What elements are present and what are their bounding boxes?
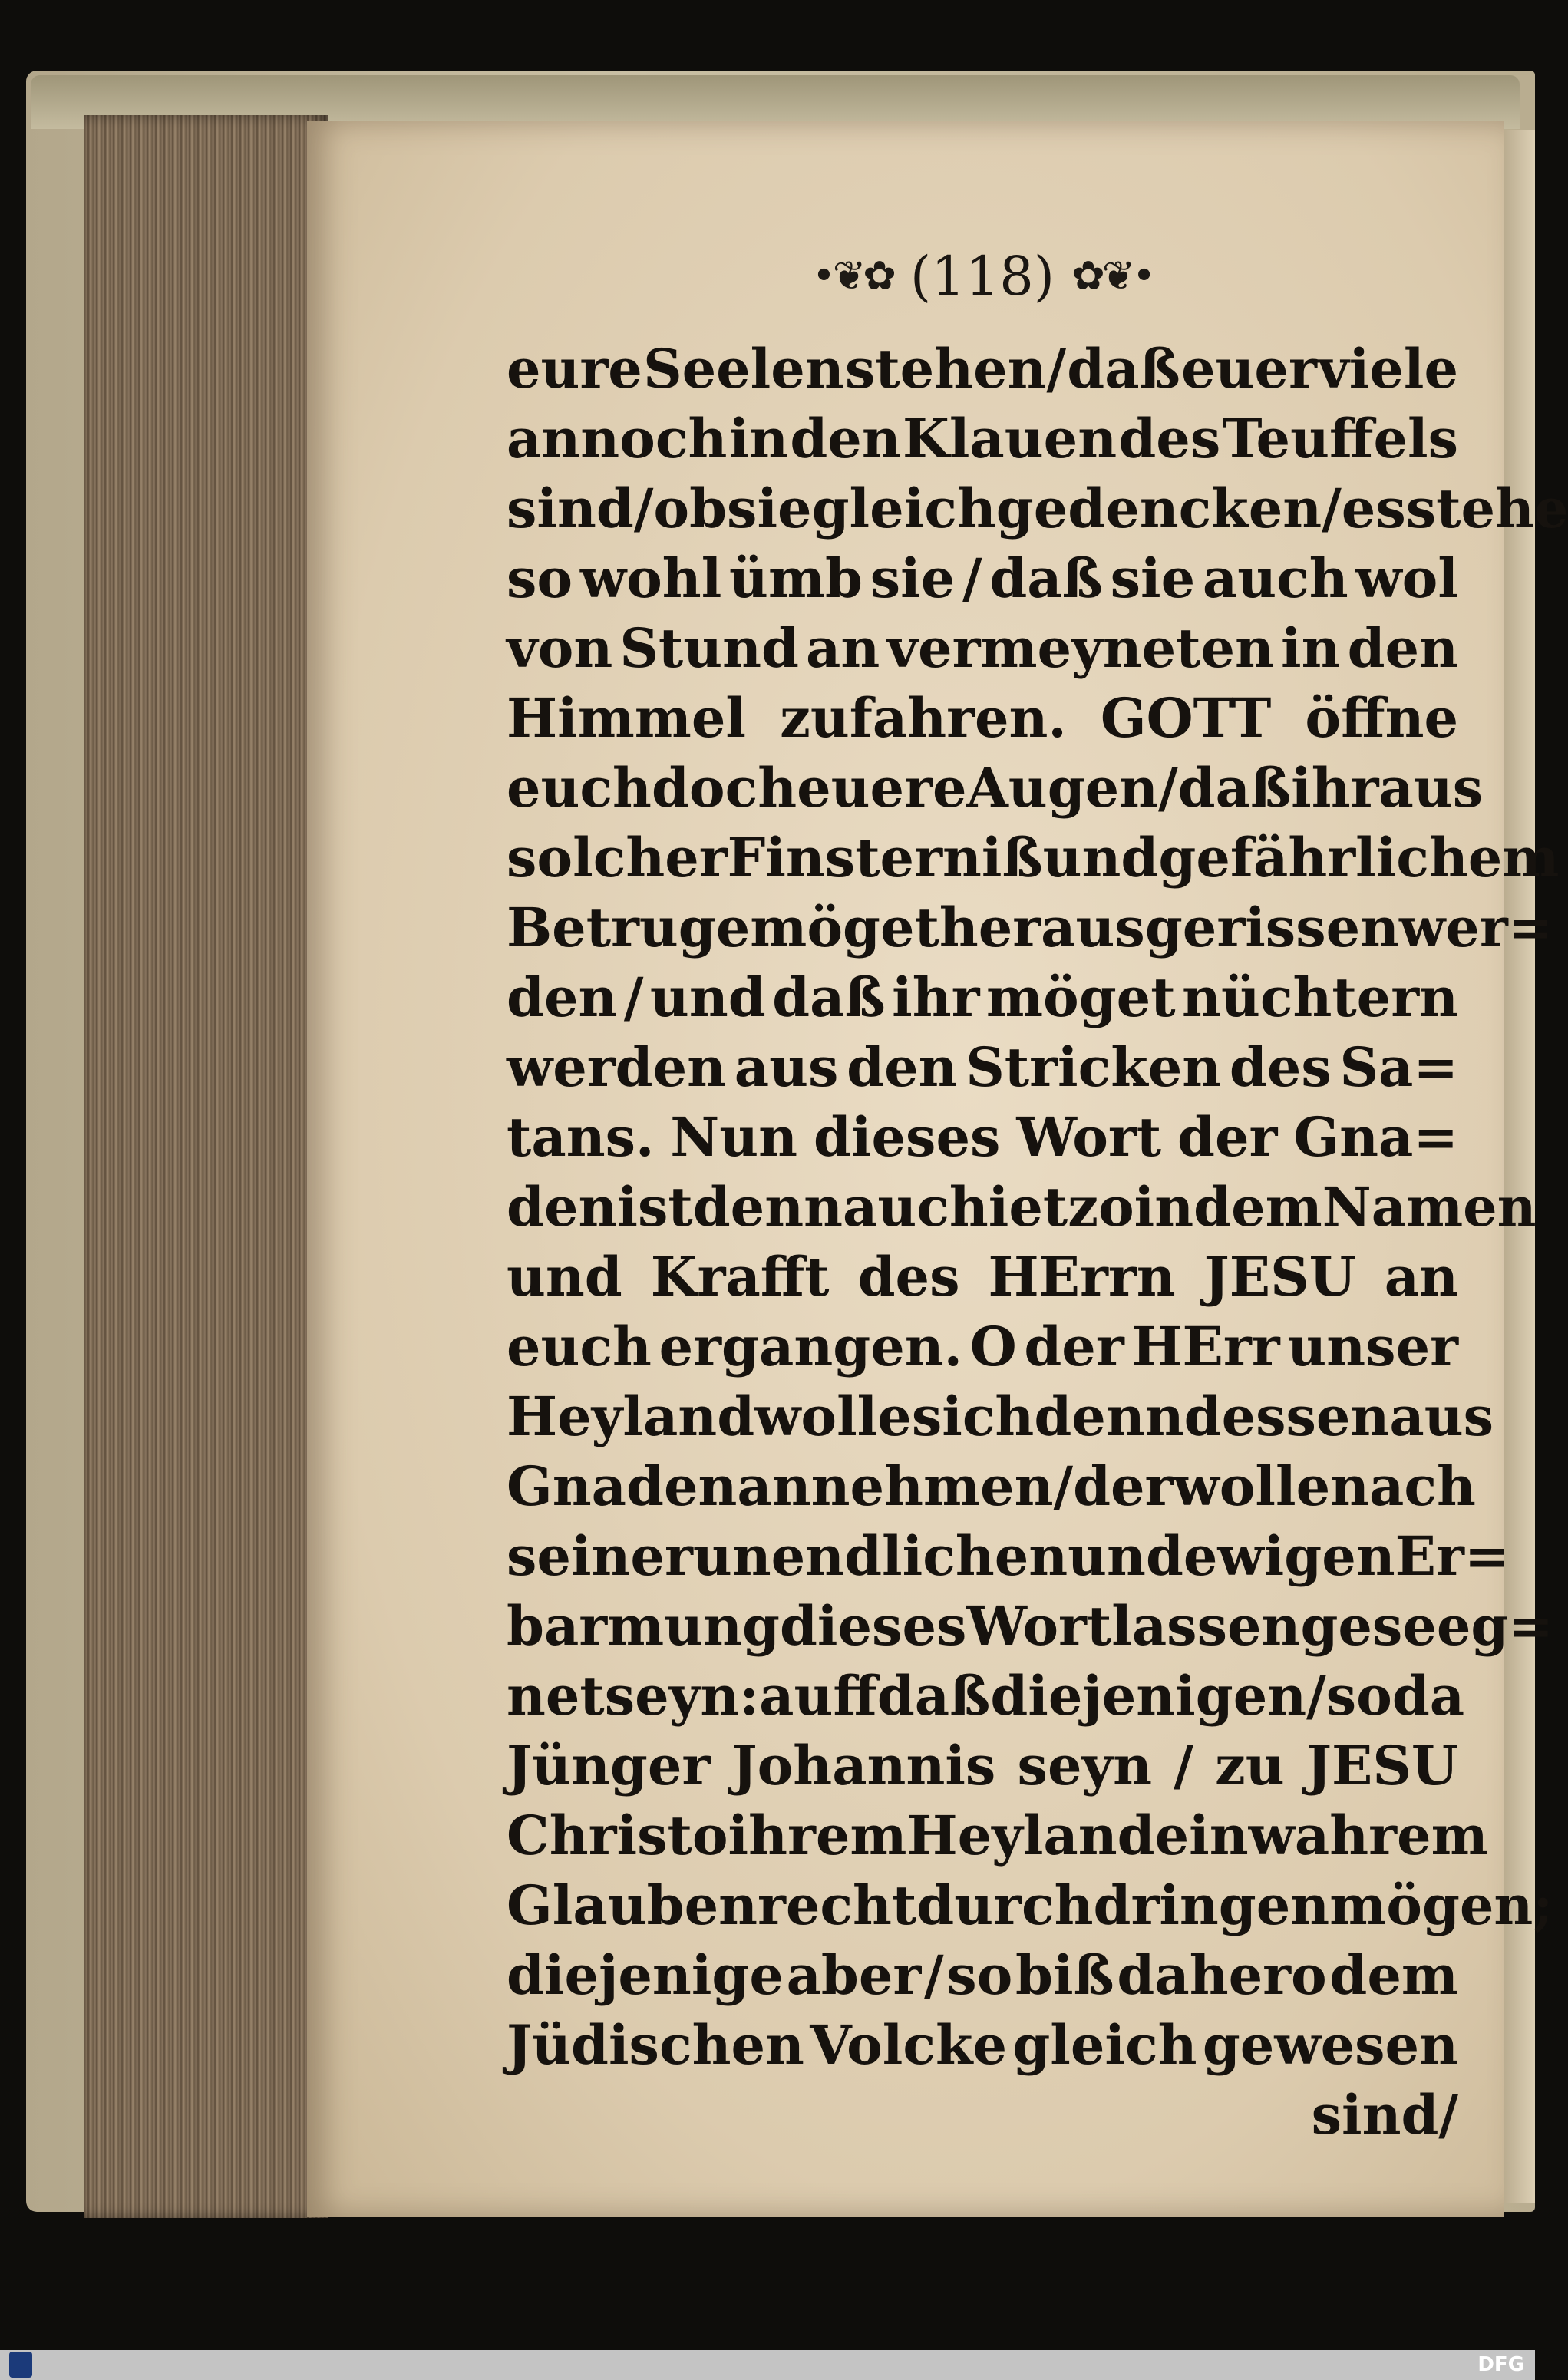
text-line: eure Seelen stehen/ daß euer viele [507,337,1458,401]
text-line: den / und daß ihr möget nüchtern [507,966,1458,1029]
text-line: barmung dieses Wort lassen geseeg= [507,1594,1553,1658]
text-line: euch ergangen. O der HErr unser [507,1315,1458,1378]
text-line: von Stund an vermeyneten in den [507,616,1458,680]
page-header [767,234,1197,319]
text-line: so wohl ümb sie / daß sie auch wol [507,546,1458,610]
text-line: solcher Finsterniß und gefährlichem [507,826,1560,890]
text-line: Himmel zufahren. GOTT öffne [507,686,1458,750]
text-line: Gnaden annehmen / der wolle nach [507,1454,1476,1518]
page-number: (118) [909,245,1055,308]
text-line: Betruge möget heraus gerissen wer= [507,896,1553,959]
text-line: net seyn: auff daß diejenigen/ so da [507,1664,1465,1728]
text-line: Christo ihrem Heylande in wahrem [507,1804,1488,1867]
text-line: seiner unendlichen und ewigen Er= [507,1524,1510,1588]
text-line: werden aus den Stricken des Sa= [507,1035,1458,1099]
right-ornament-icon: ✿❦• [1071,253,1153,299]
dfg-logo: DFG [1477,2353,1524,2376]
text-line: und Krafft des HErrn JESU an [507,1245,1458,1309]
text-line: Heyland wolle sich denn dessen aus [507,1385,1494,1448]
left-ornament-icon: •❦✿ [812,253,893,299]
catchword: sind/ [1311,2083,1458,2147]
text-line: den ist denn auch ietzo in dem Namen [507,1175,1537,1239]
text-line: tans. Nun dieses Wort der Gna= [507,1105,1458,1169]
text-line: Jünger Johannis seyn / zu JESU [507,1734,1458,1797]
footer-bar [0,2350,1535,2380]
text-line: euch doch euere Augen / daß ihr aus [507,756,1484,820]
body-text [507,334,1568,2150]
library-logo-icon [9,2352,32,2378]
text-line: Jüdischen Volcke gleich gewesen [507,2013,1458,2077]
text-line: sind/ ob sie gleich gedencken / es stehe [507,477,1568,540]
text-line: Glauben recht durchdringen mögen; [507,1873,1553,1937]
text-line: annoch in den Klauen des Teuffels [507,407,1458,470]
text-line: diejenige aber / so biß dahero dem [507,1943,1458,2007]
page-edges [84,115,328,2218]
